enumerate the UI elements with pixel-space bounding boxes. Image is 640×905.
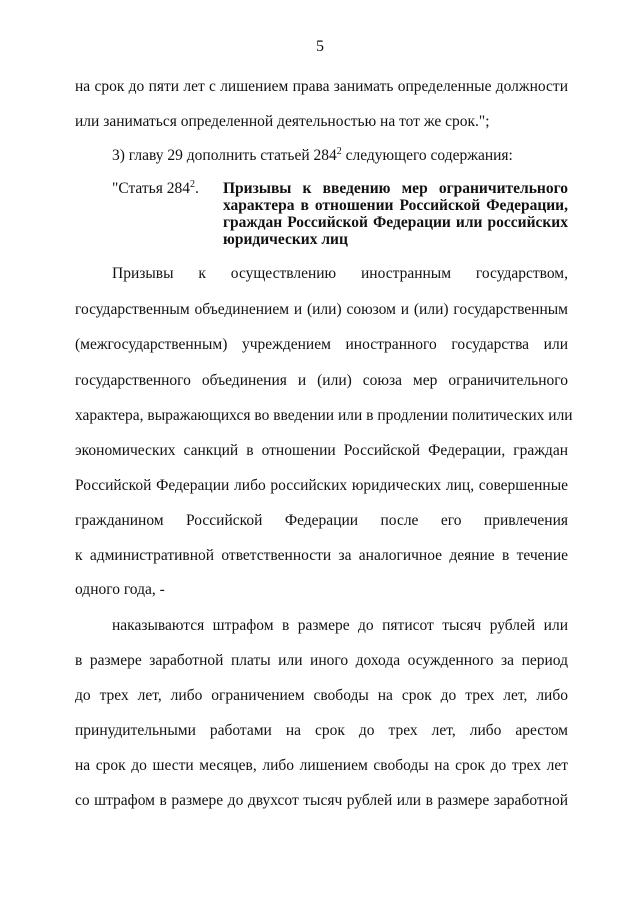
paragraph1-line-4: государственного объединения и (или) союза мер ограничительного [75, 372, 568, 389]
paragraph2-line-2: в размере заработной платы или иного дохода осужденного за период [75, 652, 568, 669]
article-title-line-1: Призывы к введению мер ограничительного [223, 180, 568, 197]
article-label [112, 180, 199, 198]
paragraph1-line-5: характера, выражающихся во введении или в продлении политических или [75, 407, 573, 424]
amendment-text-after: следующего содержания: [341, 147, 513, 164]
article-label-suffix: . [195, 180, 199, 197]
paragraph1-line-3: (межгосударственным) учреждением иностранного государства или [75, 336, 568, 353]
paragraph1-line-1: Призывы к осуществлению иностранным государством, [112, 265, 568, 282]
paragraph2-line-3: до трех лет, либо ограничением свободы на срок до трех лет, либо [75, 687, 568, 704]
intro-line-1: на срок до пяти лет с лишением права занимать определенные должности [75, 78, 568, 95]
paragraph1-line-2: государственным объединением и (или) союзом и (или) государственным [75, 301, 568, 318]
article-label-prefix: "Статья 284 [112, 180, 190, 197]
article-title-line-2: характера в отношении Российской Федерации, [223, 197, 568, 214]
amendment-line [112, 147, 513, 165]
article-title-line-3: граждан Российской Федерации или российских [223, 214, 568, 231]
paragraph1-line-10: одного года, - [75, 581, 165, 598]
amendment-superscript: 2 [336, 146, 342, 157]
article-title-line-4: юридических лиц [223, 231, 348, 248]
page-number: 5 [316, 38, 324, 55]
article-title [223, 180, 568, 248]
amendment-text-before: 3) главу 29 дополнить статьей 284 [112, 147, 337, 164]
paragraph1-line-6: экономических санкций в отношении Российской Федерации, граждан [75, 442, 568, 459]
paragraph1-line-7: Российской Федерации либо российских юридических лиц, совершенные [75, 477, 568, 494]
paragraph2-line-4: принудительными работами на срок до трех лет, либо арестом [75, 722, 568, 739]
paragraph2-line-1: наказываются штрафом в размере до пятисот тысяч рублей или [112, 617, 568, 634]
paragraph1-line-9: к административной ответственности за аналогичное деяние в течение [75, 547, 568, 564]
paragraph2-line-5: на срок до шести месяцев, либо лишением свободы на срок до трех лет [75, 757, 568, 774]
article-label-superscript: 2 [190, 179, 195, 190]
paragraph2-line-6: со штрафом в размере до двухсот тысяч рублей или в размере заработной [75, 792, 568, 809]
paragraph1-line-8: гражданином Российской Федерации после его привлечения [75, 512, 568, 529]
intro-line-2: или заниматься определенной деятельностью на тот же срок."; [75, 113, 490, 130]
